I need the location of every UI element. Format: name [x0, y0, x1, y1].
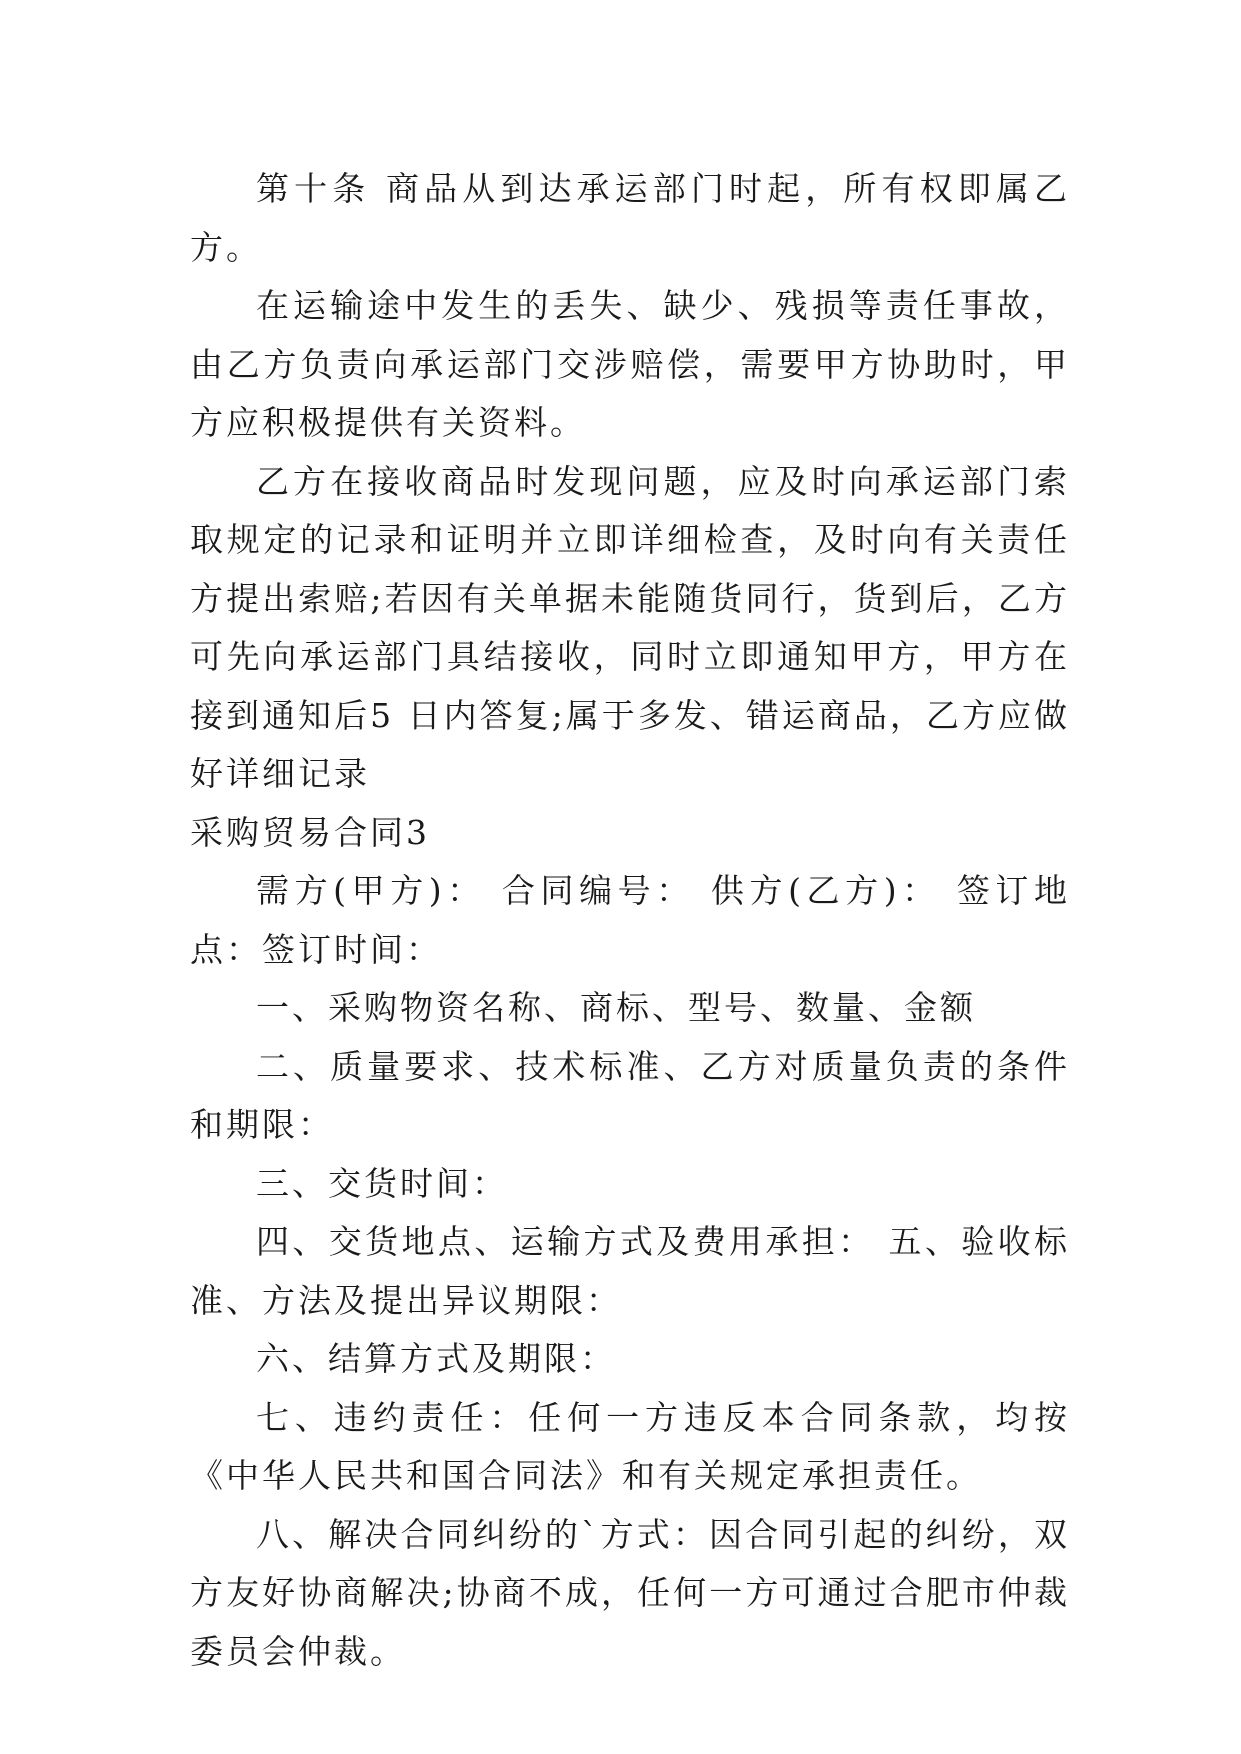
- section-1-paragraph: 一、采购物资名称、商标、型号、数量、金额: [256, 988, 976, 1027]
- section-4-5-paragraph: 四、交货地点、运输方式及费用承担： 五、验收标准、方法及提出异议期限：: [190, 1222, 1070, 1320]
- section-8-paragraph: 八、解决合同纠纷的`方式：因合同引起的纠纷，双方友好协商解决;协商不成，任何一方可通过合肥市仲裁委员会仲裁。: [190, 1514, 1070, 1671]
- section-3-paragraph: 三、交货时间：: [256, 1163, 508, 1203]
- receipt-inspection-paragraph: 乙方在接收商品时发现问题，应及时向承运部门索取规定的记录和证明并立即详细检查，及时向有关责任方提出索赔;若因有关单据未能随货同行，货到后，乙方可先向承运部门具结接收，同时立即通知甲方，甲方在接到通知后5 日内答复;属于多发、错运商品，乙方应做好详细记录: [190, 461, 1070, 793]
- transport-loss-paragraph: 在运输途中发生的丢失、缺少、残损等责任事故，由乙方负责向承运部门交涉赔偿，需要甲方协助时，甲方应积极提供有关资料。: [190, 286, 1070, 442]
- clause-10-paragraph: 第十条 商品从到达承运部门时起，所有权即属乙方。: [190, 169, 1070, 267]
- parties-info-paragraph: 需方(甲方)： 合同编号： 供方(乙方)： 签订地点：签订时间：: [190, 871, 1070, 969]
- contract-title: 采购贸易合同3: [190, 812, 430, 852]
- section-6-paragraph: 六、结算方式及期限：: [256, 1339, 616, 1378]
- section-2-paragraph: 二、质量要求、技术标准、乙方对质量负责的条件和期限：: [190, 1046, 1070, 1144]
- document-body: [190, 160, 1070, 1681]
- section-7-paragraph: 七、违约责任：任何一方违反本合同条款，均按《中华人民共和国合同法》和有关规定承担责任。: [190, 1397, 1070, 1495]
